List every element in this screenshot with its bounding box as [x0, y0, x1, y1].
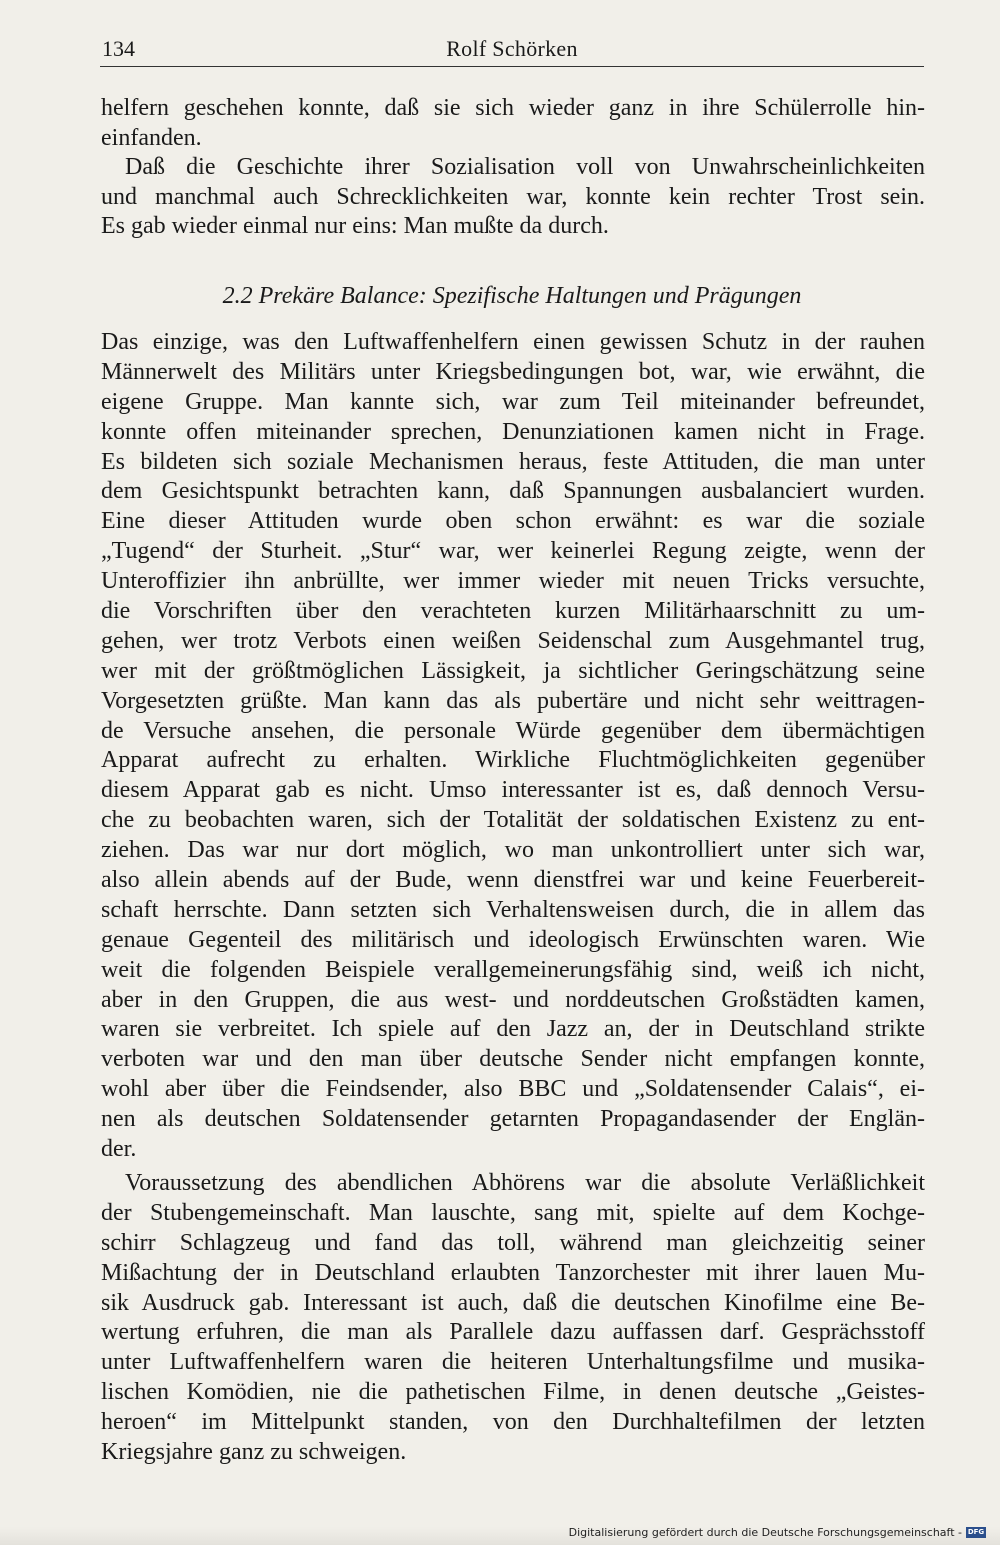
text-line: lischen Komödien, nie die pathetischen Filme, in denen deutsche „Geistes- [101, 1379, 925, 1406]
text-line: genaue Gegenteil des militärisch und ideologisch Erwünschten waren. Wie [101, 926, 925, 953]
text-line: Voraussetzung des abendlichen Abhörens war die absolute Verläßlichkeit [125, 1169, 925, 1196]
page-number: 134 [102, 36, 135, 61]
text-line: waren sie verbreitet. Ich spiele auf den Jazz an, der in Deutschland strikte [101, 1016, 925, 1043]
text-line: Mißachtung der in Deutschland erlaubten Tanzorchester mit ihrer lauen Mu- [101, 1259, 925, 1286]
text-line: Männerwelt des Militärs unter Kriegsbedingungen bot, war, wie erwähnt, die [101, 358, 925, 385]
text-line: Kriegsjahre ganz zu schweigen. [101, 1438, 407, 1465]
text-line: unter Luftwaffenhelfern waren die heiteren Unterhaltungsfilme und musika- [101, 1349, 925, 1376]
text-line: wer mit der größtmöglichen Lässigkeit, ja sichtlicher Geringschätzung seine [101, 657, 925, 684]
text-line: konnte offen miteinander sprechen, Denunziationen kamen nicht in Frage. [101, 418, 925, 445]
text-line: Daß die Geschichte ihrer Sozialisation voll von Unwahrscheinlichkeiten [125, 154, 925, 181]
text-line: und manchmal auch Schrecklichkeiten war, konnte kein rechter Trost sein. [101, 183, 925, 210]
section-body [101, 328, 925, 1468]
text-line: che zu beobachten waren, sich der Totalität der soldatischen Existenz zu ent- [101, 807, 925, 834]
text-line: wertung erfuhren, die man als Parallele dazu auffassen darf. Gesprächsstoff [101, 1319, 925, 1346]
text-line: Eine dieser Attituden wurde oben schon erwähnt: es war die soziale [101, 508, 925, 535]
text-line: aber in den Gruppen, die aus west- und norddeutschen Großstädten kamen, [101, 986, 925, 1013]
text-line: de Versuche ansehen, die personale Würde gegenüber dem übermächtigen [101, 717, 925, 744]
text-line: schirr Schlagzeug und fand das toll, während man gleichzeitig seiner [101, 1229, 925, 1256]
text-line: Unteroffizier ihn anbrüllte, wer immer wieder mit neuen Tricks versuchte, [101, 568, 925, 595]
intro-paragraphs [101, 94, 925, 242]
text-line: Es bildeten sich soziale Mechanismen heraus, feste Attituden, die man unter [101, 448, 925, 475]
running-title: Rolf Schörken [446, 36, 578, 61]
credit-text: Digitalisierung gefördert durch die Deutsche Forschungsgemeinschaft - [568, 1526, 962, 1539]
paragraph-1 [101, 328, 925, 1165]
running-head [100, 32, 924, 67]
text-line: Das einzige, was den Luftwaffenhelfern einen gewissen Schutz in der rauhen [101, 329, 925, 355]
text-line: helfern geschehen konnte, daß sie sich wieder ganz in ihre Schülerrolle hin- [101, 95, 925, 121]
text-line: einfanden. [101, 124, 202, 151]
text-line: schaft herrschte. Dann setzten sich Verhaltensweisen durch, die in allem das [101, 896, 925, 923]
section-heading: 2.2 Prekäre Balance: Spezifische Haltungen und Prägungen [222, 283, 802, 309]
text-line: gehen, wer trotz Verbots einen weißen Seidenschal zum Ausgehmantel trug, [101, 627, 925, 654]
text-line: dem Gesichtspunkt betrachten kann, daß Spannungen ausbalanciert wurden. [101, 478, 925, 505]
text-line: wohl aber über die Feindsender, also BBC und „Soldatensender Calais“, ei- [101, 1076, 925, 1103]
text-line: verboten war und den man über deutsche Sender nicht empfangen konnte, [101, 1046, 925, 1073]
text-line: Es gab wieder einmal nur eins: Man mußte da durch. [101, 213, 609, 240]
paragraph-2 [101, 1169, 925, 1468]
text-line: die Vorschriften über den verachteten kurzen Militärhaarschnitt zu um- [101, 598, 925, 625]
text-line: der Stubengemeinschaft. Man lauschte, sang mit, spielte auf dem Kochge- [101, 1199, 925, 1226]
text-line: nen als deutschen Soldatensender getarnten Propagandasender der Englän- [101, 1106, 925, 1133]
text-line: eigene Gruppe. Man kannte sich, war zum Teil miteinander befreundet, [101, 388, 925, 415]
text-line: „Tugend“ der Sturheit. „Stur“ war, wer keinerlei Regung zeigte, wenn der [101, 538, 925, 565]
text-line: Vorgesetzten grüßte. Man kann das als pubertäre und nicht sehr weittragen- [101, 687, 925, 714]
text-line: ziehen. Das war nur dort möglich, wo man unkontrolliert unter sich war, [101, 837, 925, 864]
text-line: heroen“ im Mittelpunkt standen, von den Durchhaltefilmen der letzten [101, 1409, 925, 1436]
text-line: sik Ausdruck gab. Interessant ist auch, daß die deutschen Kinofilme eine Be- [101, 1289, 925, 1316]
text-line: der. [101, 1136, 137, 1163]
digitization-credit [569, 1526, 986, 1539]
text-line: also allein abends auf der Bude, wenn dienstfrei war und keine Feuerbereit- [101, 867, 925, 894]
dfg-logo-icon: DFG [967, 1528, 985, 1536]
text-line: diesem Apparat gab es nicht. Umso interessanter ist es, daß dennoch Versu- [101, 777, 925, 804]
text-line: Apparat aufrecht zu erhalten. Wirkliche Fluchtmöglichkeiten gegenüber [101, 747, 925, 774]
text-line: weit die folgenden Beispiele verallgemeinerungsfähig sind, weiß ich nicht, [101, 956, 925, 983]
